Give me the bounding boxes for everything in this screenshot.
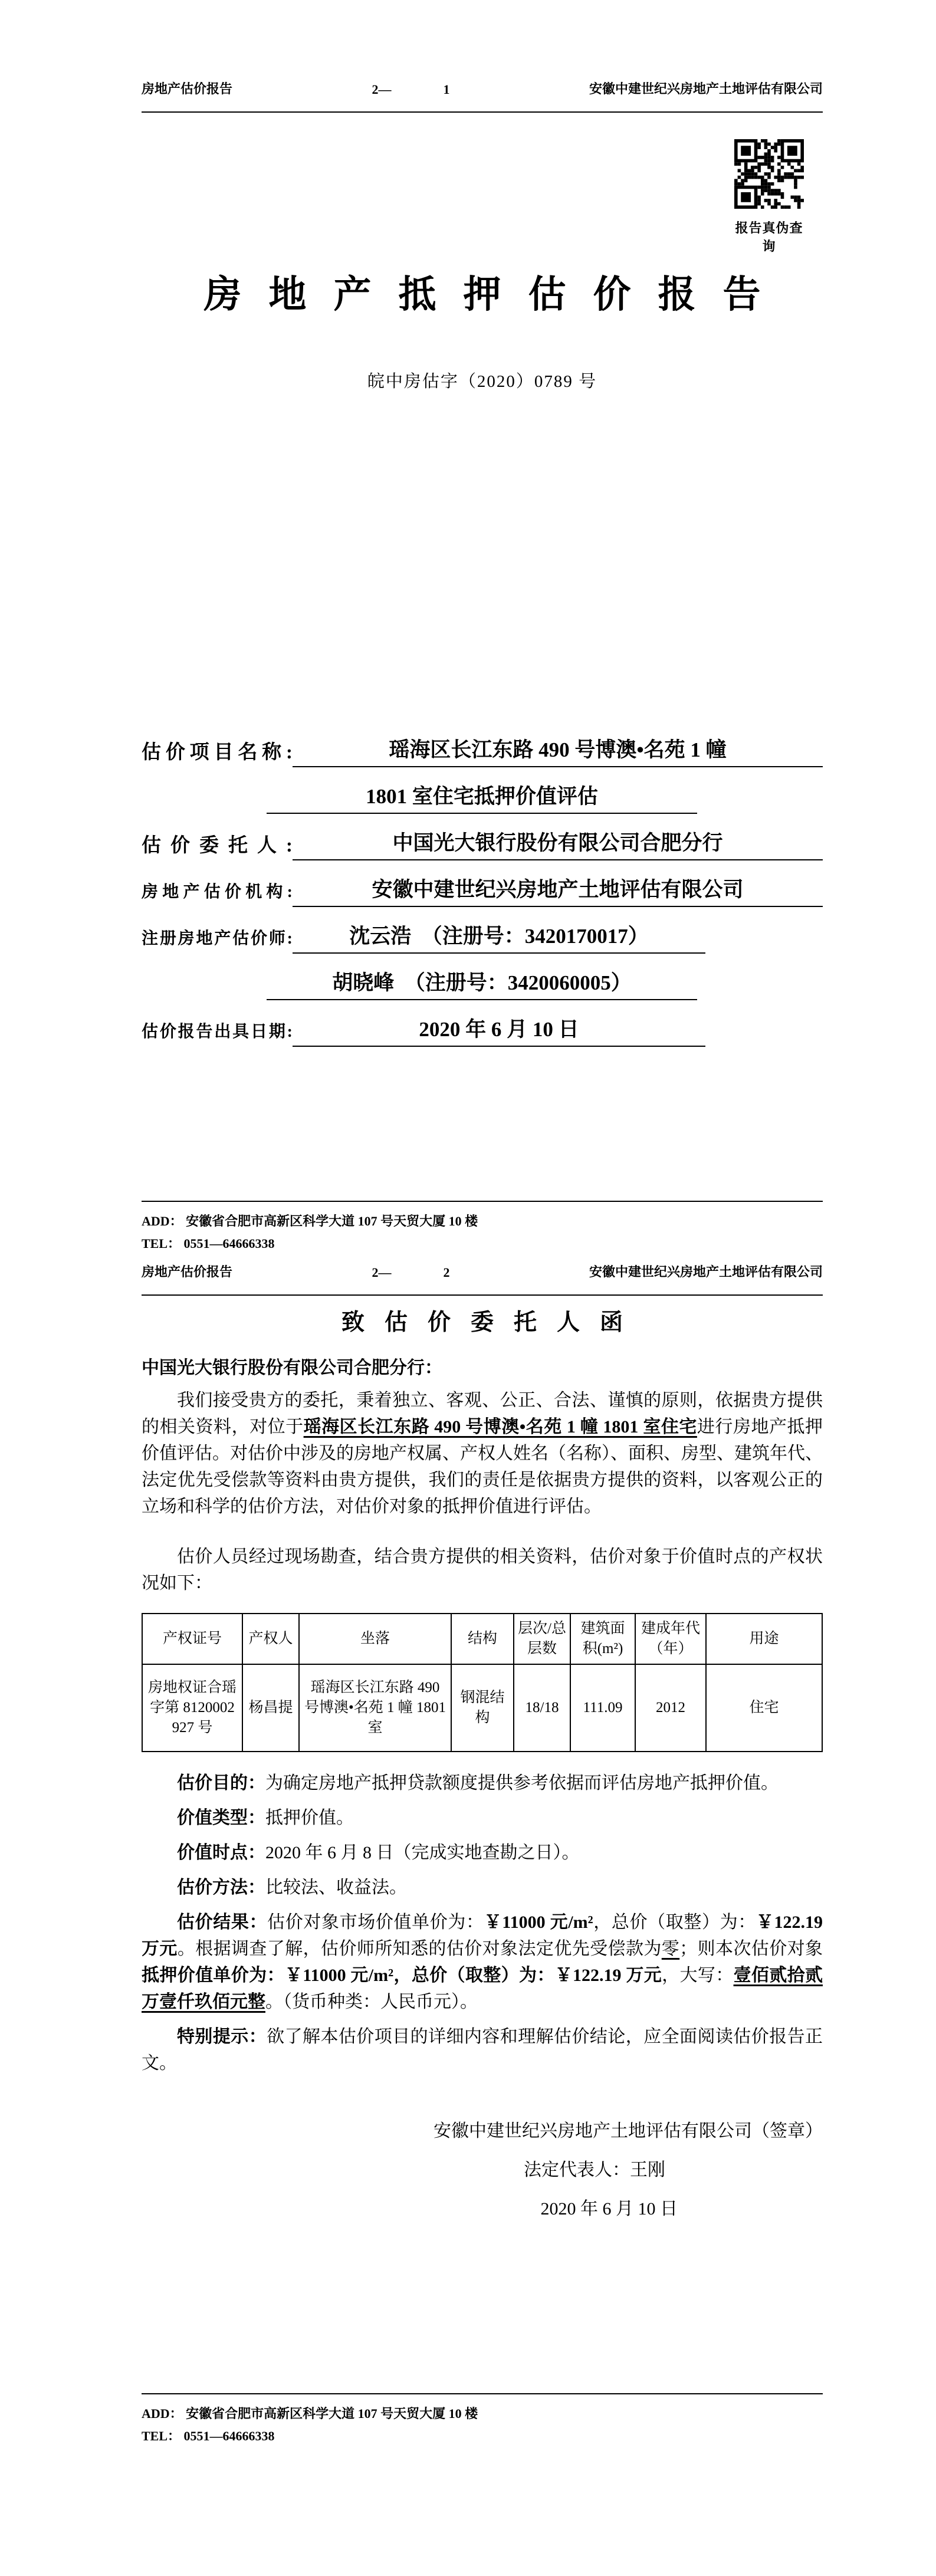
run-plain: 估价对象市场价值单价为：	[267, 1912, 484, 1932]
field-value-appraiser-2: 胡晓峰 （注册号：3420060005）	[267, 967, 697, 1000]
header-doc-type: 房地产估价报告	[142, 1264, 233, 1279]
run-unit-price: ￥11000 元/m²	[484, 1912, 593, 1932]
page2-footer	[142, 2393, 823, 2447]
header-doc-type: 房地产估价报告	[142, 81, 233, 96]
field-appraiser-1	[142, 907, 823, 954]
report-number: 皖中房估字（2020）0789 号	[367, 372, 597, 391]
run-mortgage-value: 抵押价值单价为：￥11000 元/m²，总价（取整）为：￥122.19 万元	[142, 1965, 662, 1985]
label-value-date: 价值时点：	[177, 1842, 265, 1862]
header-company-name: 安徽中建世纪兴房地产土地评估有限公司	[589, 1264, 823, 1279]
table-header-row	[142, 1614, 822, 1664]
page2-header	[142, 1262, 823, 1296]
th-use: 用途	[706, 1614, 822, 1664]
field-agency	[142, 860, 823, 907]
td-property-cert-no: 房地权证合瑶字第 8120002927 号	[142, 1664, 242, 1752]
letter-body	[142, 1308, 823, 2229]
signature-date: 2020 年 6 月 10 日	[540, 2199, 678, 2219]
field-value-agency: 安徽中建世纪兴房地产土地评估有限公司	[293, 873, 823, 907]
th-structure: 结构	[451, 1614, 514, 1664]
qr-caption: 报告真伪查询	[735, 221, 803, 254]
th-owner: 产权人	[242, 1614, 299, 1664]
footer-address: ADD： 安徽省合肥市高新区科学大道 107 号天贸大厦 10 楼	[142, 2406, 478, 2421]
header-company-name: 安徽中建世纪兴房地产土地评估有限公司	[589, 81, 823, 96]
run-plain: ，总价（取整）为：	[593, 1912, 756, 1932]
td-location: 瑶海区长江东路 490 号博澳•名苑 1 幢 1801 室	[299, 1664, 451, 1752]
qr-code-icon	[734, 139, 804, 209]
td-owner: 杨昌提	[242, 1664, 299, 1752]
run-plain: 我们接受贵方的委托，秉着独立、客观、公正、合法、谨慎的原则，依据贵方提供的相关资料，对位于	[142, 1390, 823, 1437]
signature-legal-representative: 法定代表人：王刚	[524, 2160, 665, 2180]
page1-header	[142, 79, 823, 113]
run-plain: 。（货币种类：人民币元）。	[265, 1992, 478, 2012]
page-total: 2—	[372, 82, 392, 97]
run-plain: 进行房地产抵押价值评估。对估价中涉及的房地产权属、产权人姓名（名称）、面积、房型、建筑年代、法定优先受偿款等资料由贵方提供，我们的责任是依据贵方提供的资料，以客观公正的立场和科学的估价方法，对估价对象的抵押价值进行评估。	[142, 1417, 823, 1516]
paragraph-result	[142, 1909, 823, 2015]
td-floor-area: 111.09	[570, 1664, 635, 1752]
field-report-date	[142, 1000, 823, 1047]
run-zero: 零	[661, 1938, 680, 1959]
label-result: 估价结果：	[177, 1912, 268, 1932]
field-label-appraiser: 注册房地产估价师:	[142, 929, 293, 948]
field-client	[142, 814, 823, 860]
field-project-name-line2	[142, 767, 823, 814]
cover-fields	[142, 721, 823, 1047]
field-label-report-date: 估价报告出具日期:	[142, 1023, 293, 1041]
table-data-row	[142, 1664, 822, 1752]
letter-addressee: 中国光大银行股份有限公司合肥分行：	[142, 1358, 442, 1378]
paragraph-method	[142, 1874, 823, 1901]
field-value-appraiser-1: 沈云浩 （注册号：3420170017）	[293, 920, 705, 954]
field-value-report-date: 2020 年 6 月 10 日	[293, 1013, 705, 1047]
paragraph-value-type	[142, 1805, 823, 1831]
run-subject-property: 瑶海区长江东路 490 号博澳•名苑 1 幢 1801 室住宅	[303, 1417, 697, 1437]
report-verification-block	[730, 139, 808, 255]
signature-company: 安徽中建世纪兴房地产土地评估有限公司（签章）	[433, 2121, 823, 2141]
label-notice: 特别提示：	[177, 2026, 267, 2046]
field-project-name	[142, 721, 823, 767]
run-plain: ，大写：	[662, 1965, 734, 1985]
text-method: 比较法、收益法。	[265, 1877, 407, 1897]
page-total: 2—	[372, 1265, 392, 1280]
run-plain: 。根据调查了解，估价师所知悉的估价对象法定优先受偿款为	[177, 1938, 662, 1959]
field-value-project-name-line2: 1801 室住宅抵押价值评估	[267, 780, 697, 814]
footer-telephone: TEL： 0551—64666338	[142, 2429, 275, 2443]
field-value-client: 中国光大银行股份有限公司合肥分行	[293, 827, 823, 860]
td-structure: 钢混结构	[451, 1664, 514, 1752]
th-property-cert-no: 产权证号	[142, 1614, 242, 1664]
td-year-built: 2012	[635, 1664, 706, 1752]
text-value-type: 抵押价值。	[265, 1808, 354, 1828]
run-amount-in-words: 壹佰贰拾贰万壹仟玖佰元整	[142, 1965, 823, 2012]
label-purpose: 估价目的：	[177, 1773, 265, 1793]
run-plain: ；则本次估价对象	[679, 1938, 823, 1959]
paragraph-engagement	[142, 1387, 823, 1520]
page-number: 1	[443, 82, 450, 97]
field-label-client: 估价委托人:	[142, 835, 293, 856]
field-label-agency: 房地产估价机构:	[142, 883, 293, 901]
label-value-type: 价值类型：	[177, 1808, 265, 1828]
page-indicator	[372, 82, 450, 97]
paragraph-inspection: 估价人员经过现场勘查，结合贵方提供的相关资料，估价对象于价值时点的产权状况如下：	[142, 1546, 823, 1593]
text-value-date: 2020 年 6 月 8 日（完成实地查勘之日）。	[265, 1842, 580, 1862]
th-floor: 层次/总层数	[514, 1614, 570, 1664]
text-purpose: 为确定房地产抵押贷款额度提供参考依据而评估房地产抵押价值。	[265, 1773, 779, 1793]
field-value-project-name: 瑶海区长江东路 490 号博澳•名苑 1 幢	[293, 734, 823, 767]
footer-address: ADD： 安徽省合肥市高新区科学大道 107 号天贸大厦 10 楼	[142, 1214, 478, 1228]
signature-block	[142, 2112, 823, 2229]
page-number: 2	[443, 1265, 450, 1280]
report-title: 房地产抵押估价报告	[203, 274, 788, 316]
td-use: 住宅	[706, 1664, 822, 1752]
paragraph-notice	[142, 2023, 823, 2076]
paragraph-value-date	[142, 1839, 823, 1866]
property-rights-table	[142, 1613, 823, 1752]
letter-title: 致估价委托人函	[341, 1310, 643, 1335]
footer-telephone: TEL： 0551—64666338	[142, 1236, 275, 1251]
th-year-built: 建成年代（年）	[635, 1614, 706, 1664]
run-total-price: ￥122.19 万元	[142, 1912, 823, 1959]
paragraph-purpose	[142, 1770, 823, 1796]
td-floor: 18/18	[514, 1664, 570, 1752]
page-indicator	[372, 1265, 450, 1280]
page1-footer	[142, 1201, 823, 1255]
field-appraiser-2	[142, 954, 823, 1000]
th-location: 坐落	[299, 1614, 451, 1664]
text-notice: 欲了解本估价项目的详细内容和理解估价结论，应全面阅读估价报告正文。	[142, 2026, 823, 2073]
field-label-project-name: 估价项目名称:	[142, 742, 293, 763]
th-floor-area: 建筑面积(m²)	[570, 1614, 635, 1664]
label-method: 估价方法：	[177, 1877, 265, 1897]
